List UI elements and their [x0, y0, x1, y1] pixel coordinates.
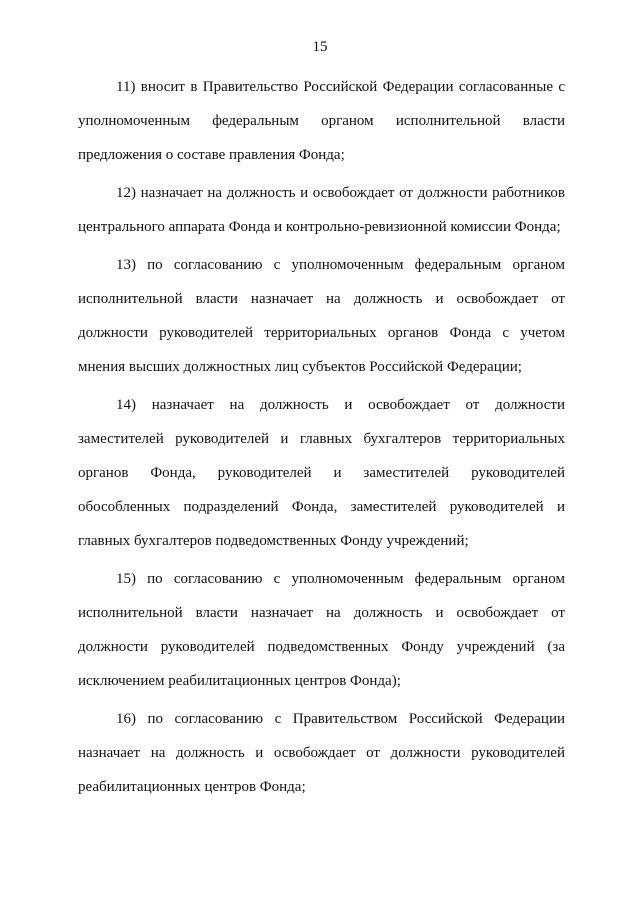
- page-number: 15: [312, 39, 328, 55]
- document-body: [78, 70, 565, 808]
- paragraph-item-11: 11) вносит в Правительство Российской Федерации согласованные с уполномоченным федеральным органом исполнительной власти предложения о составе правления Фонда;: [78, 79, 565, 163]
- paragraph-item-13: 13) по согласованию с уполномоченным федеральным органом исполнительной власти назначает на должность и освобождает от должности руководителей территориальных органов Фонда с учетом мнения высших должностных лиц субъектов Российской Федерации;: [78, 257, 565, 375]
- paragraph-item-16: 16) по согласованию с Правительством Российской Федерации назначает на должность и освобождает от должности руководителей реабилитационных центров Фонда;: [78, 711, 565, 795]
- paragraph-item-14: 14) назначает на должность и освобождает от должности заместителей руководителей и главных бухгалтеров территориальных органов Фонда, руководителей и заместителей руководителей обособленных подразделений Фонда, заместителей руководителей и главных бухгалтеров подведомственных Фонду учреждений;: [78, 397, 565, 549]
- paragraph-item-15: 15) по согласованию с уполномоченным федеральным органом исполнительной власти назначает на должность и освобождает от должности руководителей подведомственных Фонду учреждений (за исключением реабилитационных центров Фонда);: [78, 571, 565, 689]
- paragraph-item-12: 12) назначает на должность и освобождает от должности работников центрального аппарата Фонда и контрольно-ревизионной комиссии Фонда;: [78, 185, 565, 235]
